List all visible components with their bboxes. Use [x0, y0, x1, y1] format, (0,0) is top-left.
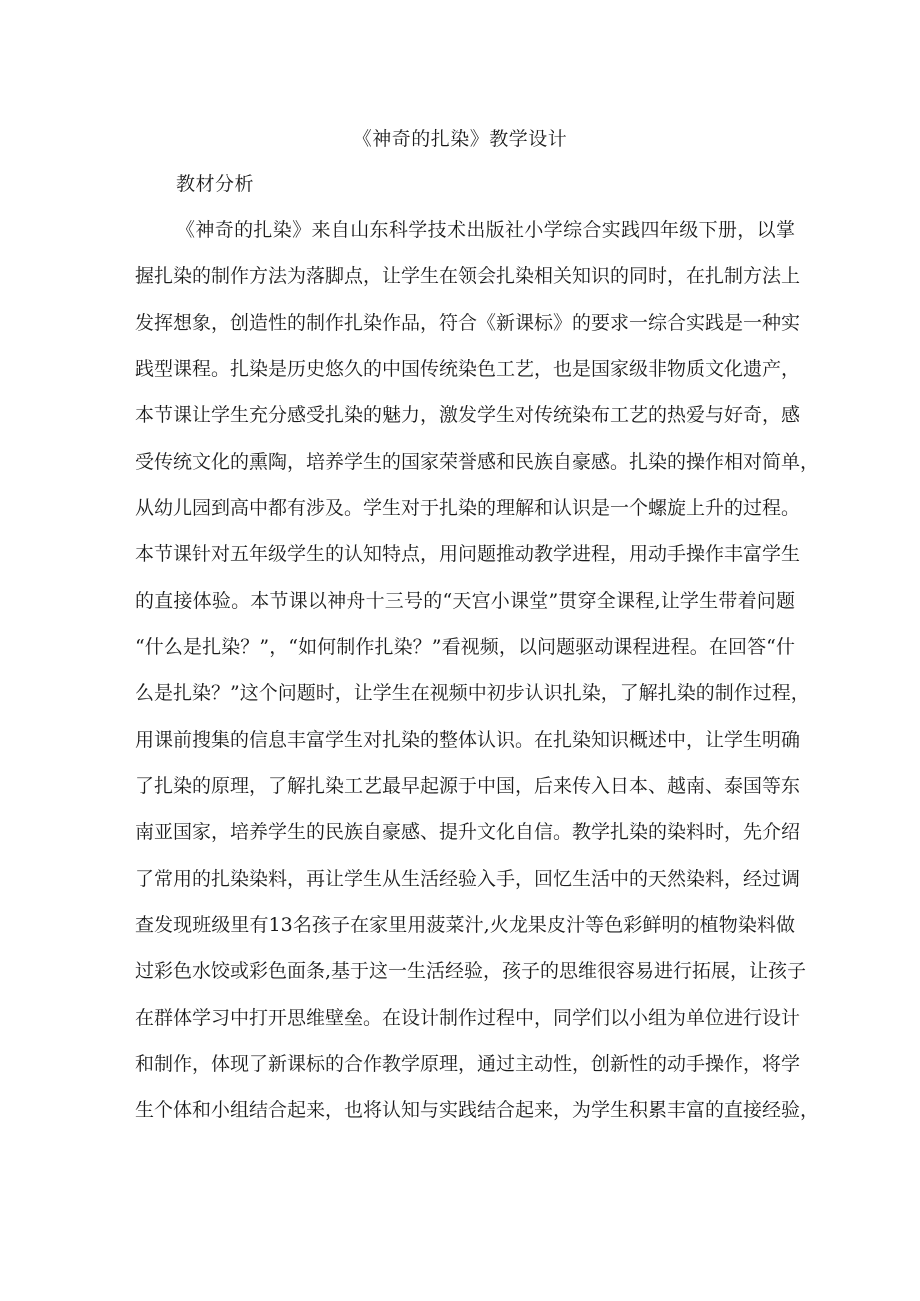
- paragraph-line: 握扎染的制作方法为落脚点，让学生在领会扎染相关知识的同时，在扎制方法上: [135, 265, 801, 287]
- paragraph-line: 践型课程。扎染是历史悠久的中国传统染色工艺，也是国家级非物质文化遗产，: [135, 358, 801, 380]
- paragraph-line: 发挥想象，创造性的制作扎染作品，符合《新课标》的要求一综合实践是一种实: [135, 312, 801, 334]
- paragraph-line: 查发现班级里有13名孩子在家里用菠菜汁,火龙果皮汁等色彩鲜明的植物染料做: [135, 914, 795, 936]
- paragraph-line: 的直接体验。本节课以神舟十三号的“天宫小课堂”贯穿全课程,让学生带着问题: [135, 590, 795, 612]
- paragraph-line: 从幼儿园到高中都有涉及。学生对于扎染的理解和认识是一个螺旋上升的过程。: [135, 497, 801, 519]
- paragraph-line: 本节课让学生充分感受扎染的魅力，激发学生对传统染布工艺的热爱与好奇，感: [135, 404, 801, 426]
- paragraph-line: 生个体和小组结合起来，也将认知与实践结合起来，为学生积累丰富的直接经验，: [135, 1099, 820, 1121]
- section-heading: 教材分析: [176, 173, 255, 195]
- paragraph-line: “什么是扎染？”，“如何制作扎染？”看视频，以问题驱动课程进程。在回答“什: [135, 636, 795, 658]
- paragraph-line: 用课前搜集的信息丰富学生对扎染的整体认识。在扎染知识概述中，让学生明确: [135, 729, 801, 751]
- paragraph-line: 和制作，体现了新课标的合作教学原理，通过主动性，创新性的动手操作，将学: [135, 1053, 801, 1075]
- paragraph-line: 了扎染的原理，了解扎染工艺最早起源于中国，后来传入日本、越南、泰国等东: [135, 775, 801, 797]
- paragraph-line: 么是扎染？”这个问题时，让学生在视频中初步认识扎染，了解扎染的制作过程，: [135, 682, 810, 704]
- paragraph-line: 过彩色水饺或彩色面条,基于这一生活经验，孩子的思维很容易进行拓展，让孩子: [135, 960, 807, 982]
- paragraph-line: 本节课针对五年级学生的认知特点，用问题推动教学进程，用动手操作丰富学生: [135, 543, 801, 565]
- paragraph-line: 《神奇的扎染》来自山东科学技术出版社小学综合实践四年级下册，以掌: [176, 219, 795, 241]
- paragraph-line: 在群体学习中打开思维壁垒。在设计制作过程中，同学们以小组为单位进行设计: [135, 1007, 801, 1029]
- document-title: 《神奇的扎染》教学设计: [352, 128, 568, 150]
- paragraph-line: 了常用的扎染染料，再让学生从生活经验入手，回忆生活中的天然染料，经过调: [135, 868, 801, 890]
- paragraph-line: 受传统文化的熏陶，培养学生的国家荣誉感和民族自豪感。扎染的操作相对简单，: [135, 451, 820, 473]
- paragraph-line: 南亚国家，培养学生的民族自豪感、提升文化自信。教学扎染的染料时，先介绍: [135, 821, 801, 843]
